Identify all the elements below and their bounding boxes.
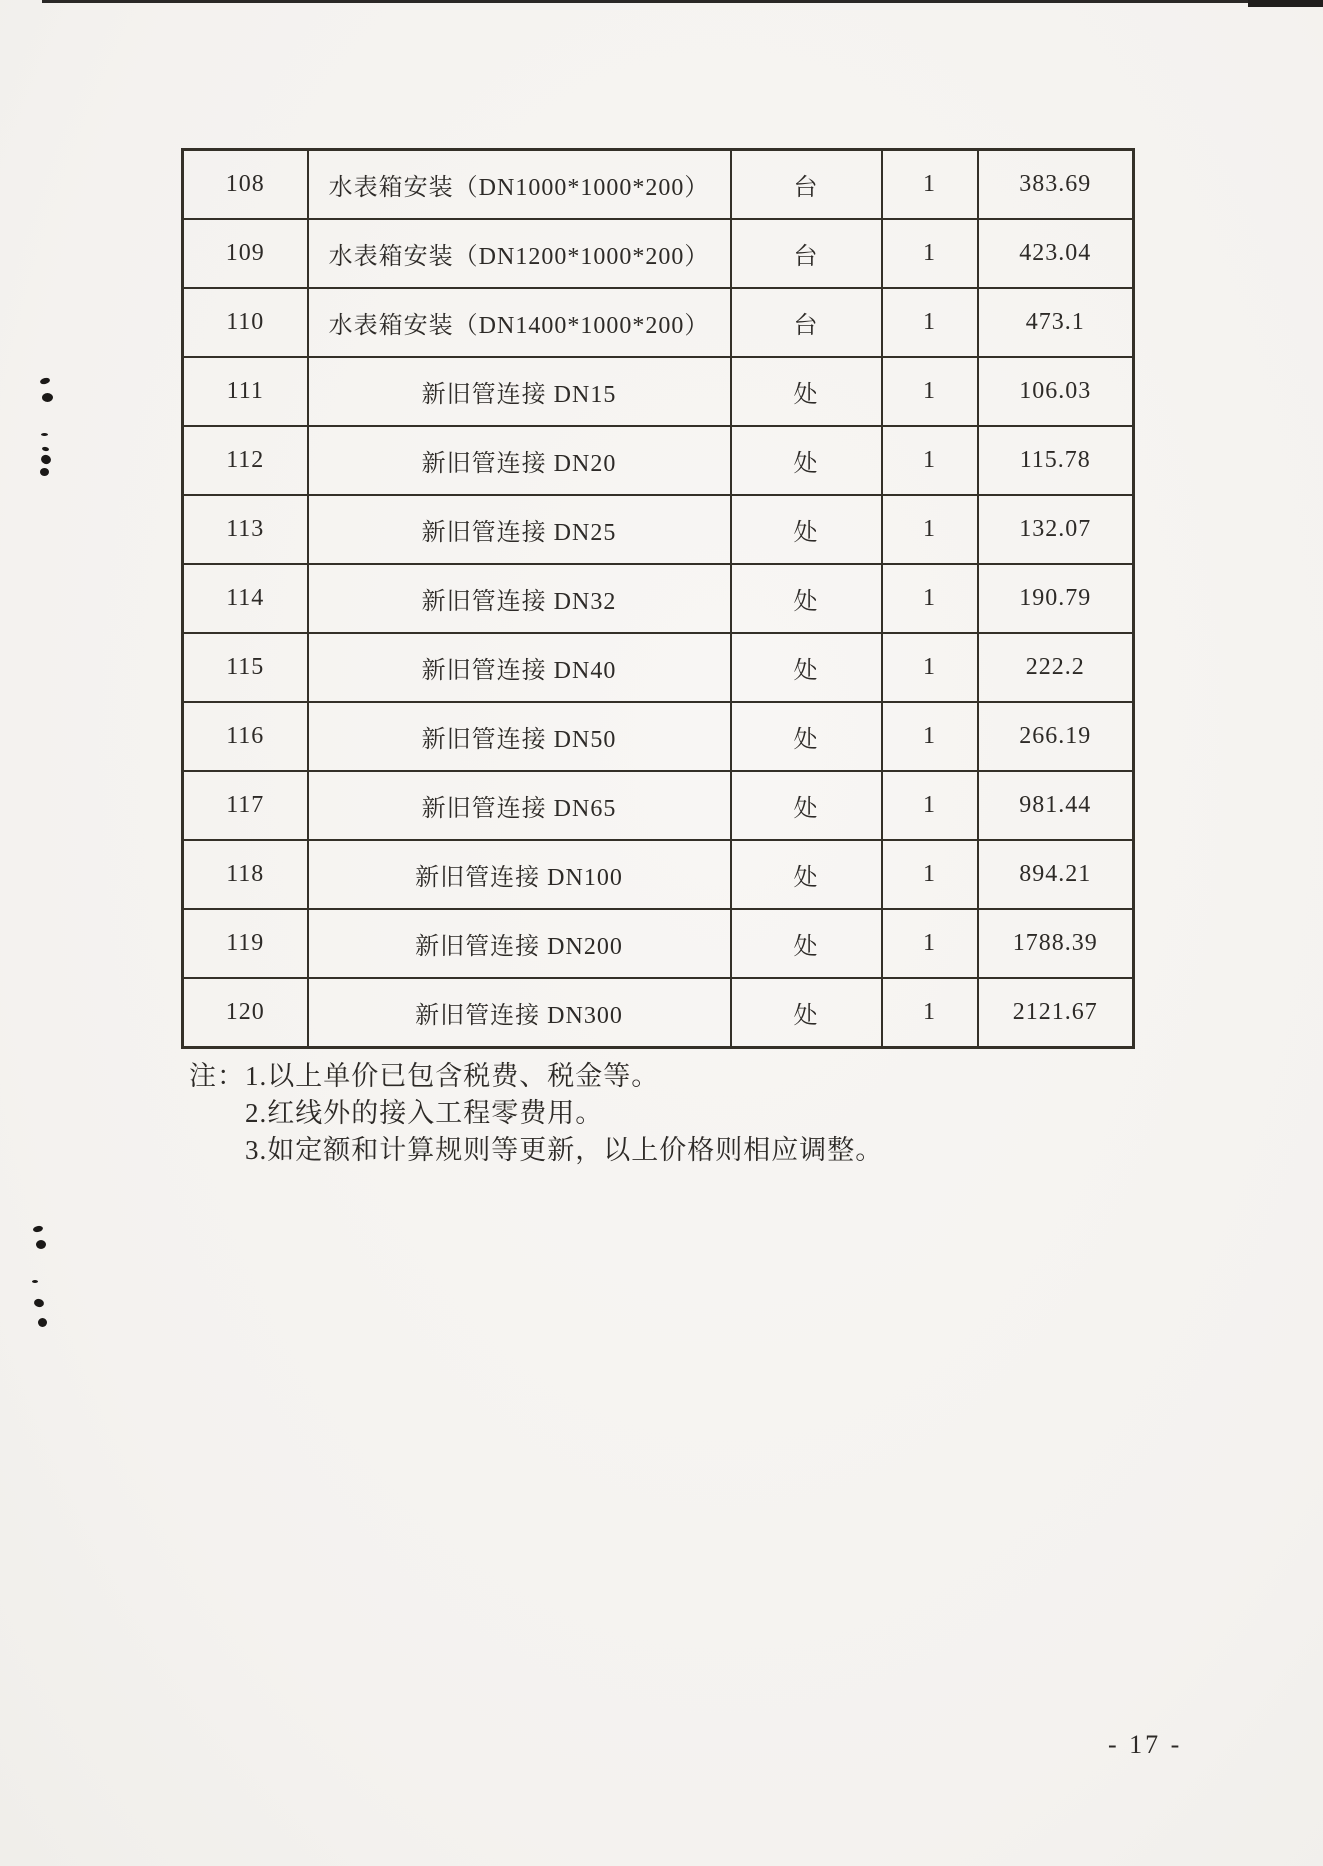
note-item-1: 1.以上单价已包含税费、税金等。 — [245, 1061, 660, 1091]
row-description: 新旧管连接 DN300 — [308, 978, 731, 1048]
row-price: 894.21 — [978, 840, 1134, 909]
row-description: 水表箱安装（DN1200*1000*200） — [308, 219, 731, 288]
row-price: 106.03 — [978, 357, 1134, 426]
row-price: 190.79 — [978, 564, 1134, 633]
note-item-3: 3.如定额和计算规则等更新，以上价格则相应调整。 — [245, 1135, 884, 1165]
row-number: 116 — [183, 702, 308, 771]
note-line-3 — [189, 1132, 1149, 1169]
row-number: 117 — [183, 771, 308, 840]
row-price: 266.19 — [978, 702, 1134, 771]
row-description: 新旧管连接 DN100 — [308, 840, 731, 909]
row-quantity: 1 — [882, 495, 978, 564]
ink-speck — [38, 1318, 47, 1327]
row-unit: 处 — [731, 633, 882, 702]
price-table-body — [183, 150, 1134, 1048]
notes-block — [189, 1058, 1149, 1169]
table-row — [183, 564, 1134, 633]
row-unit: 处 — [731, 702, 882, 771]
ink-speck — [33, 1298, 45, 1308]
ink-speck — [40, 454, 52, 466]
row-number: 113 — [183, 495, 308, 564]
row-description: 新旧管连接 DN200 — [308, 909, 731, 978]
row-description: 新旧管连接 DN50 — [308, 702, 731, 771]
row-number: 112 — [183, 426, 308, 495]
row-number: 120 — [183, 978, 308, 1048]
ink-speck — [41, 433, 48, 436]
row-number: 111 — [183, 357, 308, 426]
scan-edge-artifact — [1248, 0, 1323, 7]
row-price: 2121.67 — [978, 978, 1134, 1048]
row-quantity: 1 — [882, 288, 978, 357]
row-description: 新旧管连接 DN15 — [308, 357, 731, 426]
row-description: 新旧管连接 DN25 — [308, 495, 731, 564]
row-quantity: 1 — [882, 909, 978, 978]
row-price: 1788.39 — [978, 909, 1134, 978]
row-number: 119 — [183, 909, 308, 978]
page-number: - 17 - — [1108, 1730, 1183, 1759]
note-item-2: 2.红线外的接入工程零费用。 — [245, 1098, 604, 1128]
ink-speck — [32, 1225, 43, 1233]
row-unit: 处 — [731, 564, 882, 633]
scan-edge-artifact — [42, 0, 1323, 3]
row-description: 水表箱安装（DN1400*1000*200） — [308, 288, 731, 357]
row-quantity: 1 — [882, 219, 978, 288]
row-quantity: 1 — [882, 840, 978, 909]
row-unit: 处 — [731, 840, 882, 909]
table-row — [183, 771, 1134, 840]
row-price: 423.04 — [978, 219, 1134, 288]
row-price: 981.44 — [978, 771, 1134, 840]
ink-speck — [42, 393, 53, 402]
row-number: 110 — [183, 288, 308, 357]
ink-speck — [42, 446, 50, 451]
row-quantity: 1 — [882, 978, 978, 1048]
row-quantity: 1 — [882, 702, 978, 771]
row-quantity: 1 — [882, 771, 978, 840]
table-row — [183, 702, 1134, 771]
table-row — [183, 426, 1134, 495]
row-description: 新旧管连接 DN32 — [308, 564, 731, 633]
row-unit: 台 — [731, 288, 882, 357]
row-number: 114 — [183, 564, 308, 633]
row-price: 222.2 — [978, 633, 1134, 702]
row-quantity: 1 — [882, 426, 978, 495]
table-row — [183, 357, 1134, 426]
table-row — [183, 219, 1134, 288]
row-quantity: 1 — [882, 564, 978, 633]
row-unit: 台 — [731, 150, 882, 220]
table-row — [183, 150, 1134, 220]
row-unit: 处 — [731, 909, 882, 978]
row-description: 水表箱安装（DN1000*1000*200） — [308, 150, 731, 220]
row-quantity: 1 — [882, 150, 978, 220]
ink-speck — [40, 468, 49, 476]
table-row — [183, 495, 1134, 564]
table-row — [183, 978, 1134, 1048]
ink-speck — [36, 1240, 46, 1249]
row-number: 115 — [183, 633, 308, 702]
row-price: 115.78 — [978, 426, 1134, 495]
row-unit: 处 — [731, 495, 882, 564]
row-number: 108 — [183, 150, 308, 220]
row-unit: 处 — [731, 357, 882, 426]
row-quantity: 1 — [882, 357, 978, 426]
row-price: 473.1 — [978, 288, 1134, 357]
price-table — [181, 148, 1135, 1049]
row-description: 新旧管连接 DN40 — [308, 633, 731, 702]
row-quantity: 1 — [882, 633, 978, 702]
ink-speck — [39, 377, 50, 385]
note-line-2 — [189, 1095, 1149, 1132]
note-line-1 — [189, 1058, 1149, 1095]
row-price: 132.07 — [978, 495, 1134, 564]
row-unit: 台 — [731, 219, 882, 288]
table-row — [183, 840, 1134, 909]
note-prefix: 注： — [189, 1061, 245, 1091]
row-unit: 处 — [731, 426, 882, 495]
row-number: 109 — [183, 219, 308, 288]
ink-speck — [32, 1280, 38, 1283]
row-unit: 处 — [731, 771, 882, 840]
row-price: 383.69 — [978, 150, 1134, 220]
table-row — [183, 909, 1134, 978]
row-number: 118 — [183, 840, 308, 909]
table-row — [183, 288, 1134, 357]
table-row — [183, 633, 1134, 702]
row-unit: 处 — [731, 978, 882, 1048]
row-description: 新旧管连接 DN20 — [308, 426, 731, 495]
row-description: 新旧管连接 DN65 — [308, 771, 731, 840]
